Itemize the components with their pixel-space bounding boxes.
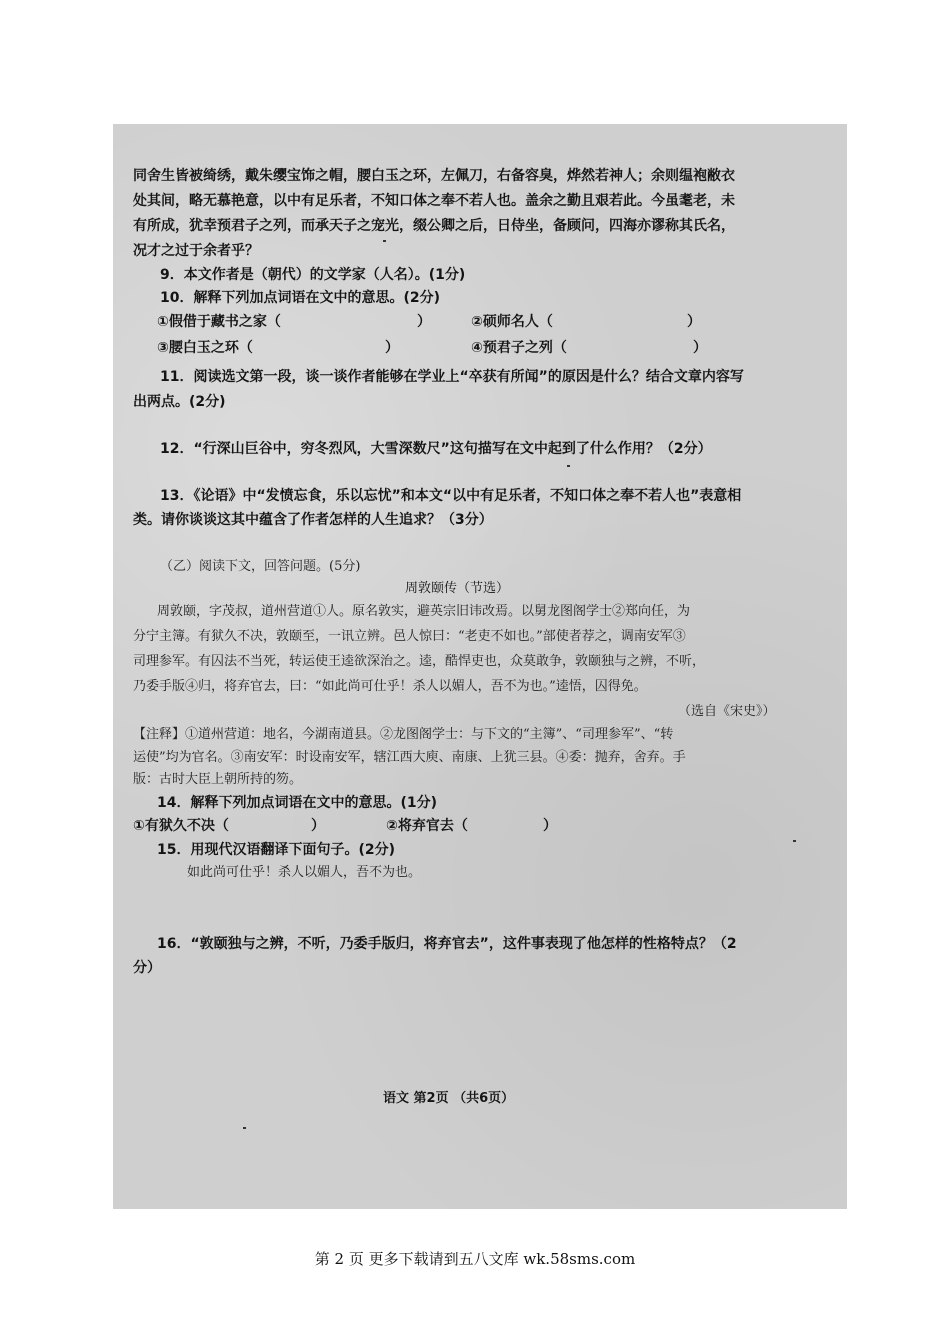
scan-speck <box>793 840 796 842</box>
question-15-sentence: 如此尚可仕乎！杀人以媚人，吾不为也。 <box>187 865 422 880</box>
q14-item-1: ①有狱久不决（ <box>133 818 229 834</box>
question-16-line-1: 16．“敦颐独与之辨，不听，乃委手版归，将弃官去”，这件事表现了他怎样的性格特点？（2 <box>157 936 737 952</box>
q14-item-2: ②将弃官去（ <box>386 818 468 834</box>
passage-b-note-3: 版：古时大臣上朝所持的笏。 <box>133 772 303 787</box>
question-11-line-1: 11．阅读选文第一段，谈一谈作者能够在学业上“卒获有所闻”的原因是什么？结合文章内容写 <box>160 369 744 385</box>
passage-b-line-3: 司理参军。有囚法不当死，转运使王逵欲深治之。逵，酷悍吏也，众莫敢争，敦颐独与之辨，不听， <box>133 654 706 669</box>
question-12: 12．“行深山巨谷中，穷冬烈风，大雪深数尺”这句描写在文中起到了什么作用？（2分） <box>160 441 712 457</box>
question-15-stem: 15．用现代汉语翻译下面句子。(2分) <box>157 842 396 858</box>
question-11-line-2: 出两点。(2分) <box>133 394 226 410</box>
page-footer: 第 2 页 更多下载请到五八文库 wk.58sms.com <box>314 1250 636 1268</box>
passage-b-note-1: 【注释】①道州营道：地名，今湖南道县。②龙图阁学士：与下文的“主簿”、“司理参军”、“转 <box>133 727 674 742</box>
scan-page-footer: 语文 第2页 （共6页） <box>383 1091 515 1106</box>
question-14-stem: 14．解释下列加点词语在文中的意思。(1分) <box>157 795 438 811</box>
passage-a-line-3: 有所成，犹幸预君子之列，而承天子之宠光，缀公卿之后，日侍坐，备顾问，四海亦谬称其氏名， <box>133 218 735 234</box>
passage-b-heading: （乙）阅读下文，回答问题。(5分) <box>160 559 361 574</box>
passage-a-line-4: 况才之过于余者乎？ <box>133 243 259 259</box>
passage-b-source: （选自《宋史》） <box>678 704 776 719</box>
q10-item-1-close: ） <box>417 314 431 330</box>
passage-b-line-2: 分宁主簿。有狱久不决，敦颐至，一讯立辨。邑人惊曰：“老吏不如也。”部使者荐之，调南安军③ <box>133 629 686 644</box>
question-16-line-2: 分） <box>133 960 161 976</box>
passage-b-line-4: 乃委手版④归，将弃官去，曰：“如此尚可仕乎！杀人以媚人，吾不为也。”逵悟，囚得免。 <box>133 679 647 694</box>
question-13-line-1: 13．《论语》中“发愤忘食，乐以忘忧”和本文“以中有足乐者，不知口体之奉不若人也”表意相 <box>160 488 742 504</box>
q10-item-3: ③腰白玉之环（ <box>157 340 253 356</box>
q10-item-2-close: ） <box>687 314 701 330</box>
q10-item-4: ④预君子之列（ <box>471 340 567 356</box>
q14-item-2-close: ） <box>543 818 557 834</box>
q10-item-2: ②硕师名人（ <box>471 314 553 330</box>
scan-speck <box>567 465 570 467</box>
q10-item-4-close: ） <box>693 340 707 356</box>
passage-a-line-2: 处其间，略无慕艳意，以中有足乐者，不知口体之奉不若人也。盖余之勤且艰若此。今虽耄老，未 <box>133 193 735 209</box>
question-13-line-2: 类。请你谈谈这其中蕴含了作者怎样的人生追求？（3分） <box>133 512 493 528</box>
passage-b-title: 周敦颐传（节选） <box>405 581 510 596</box>
passage-b-note-2: 运使”均为官名。③南安军：时设南安军，辖江西大庾、南康、上犹三县。④委：抛弃，舍弃。手 <box>133 750 686 765</box>
passage-a-line-1: 同舍生皆被绮绣，戴朱缨宝饰之帽，腰白玉之环，左佩刀，右备容臭，烨然若神人；余则缊袍敝衣 <box>133 168 735 184</box>
scanned-exam-page <box>113 124 847 1209</box>
scan-speck <box>243 1127 246 1129</box>
q14-item-1-close: ） <box>311 818 325 834</box>
question-9: 9．本文作者是（朝代）的文学家（人名）。(1分) <box>160 267 466 283</box>
q10-item-3-close: ） <box>385 340 399 356</box>
passage-b-line-1: 周敦颐，字茂叔，道州营道①人。原名敦实，避英宗旧讳改焉。以舅龙图阁学士②郑向任，为 <box>157 604 691 619</box>
q10-item-1: ①假借于藏书之家（ <box>157 314 281 330</box>
question-10-stem: 10．解释下列加点词语在文中的意思。(2分) <box>160 290 441 306</box>
scan-speck <box>383 240 386 242</box>
